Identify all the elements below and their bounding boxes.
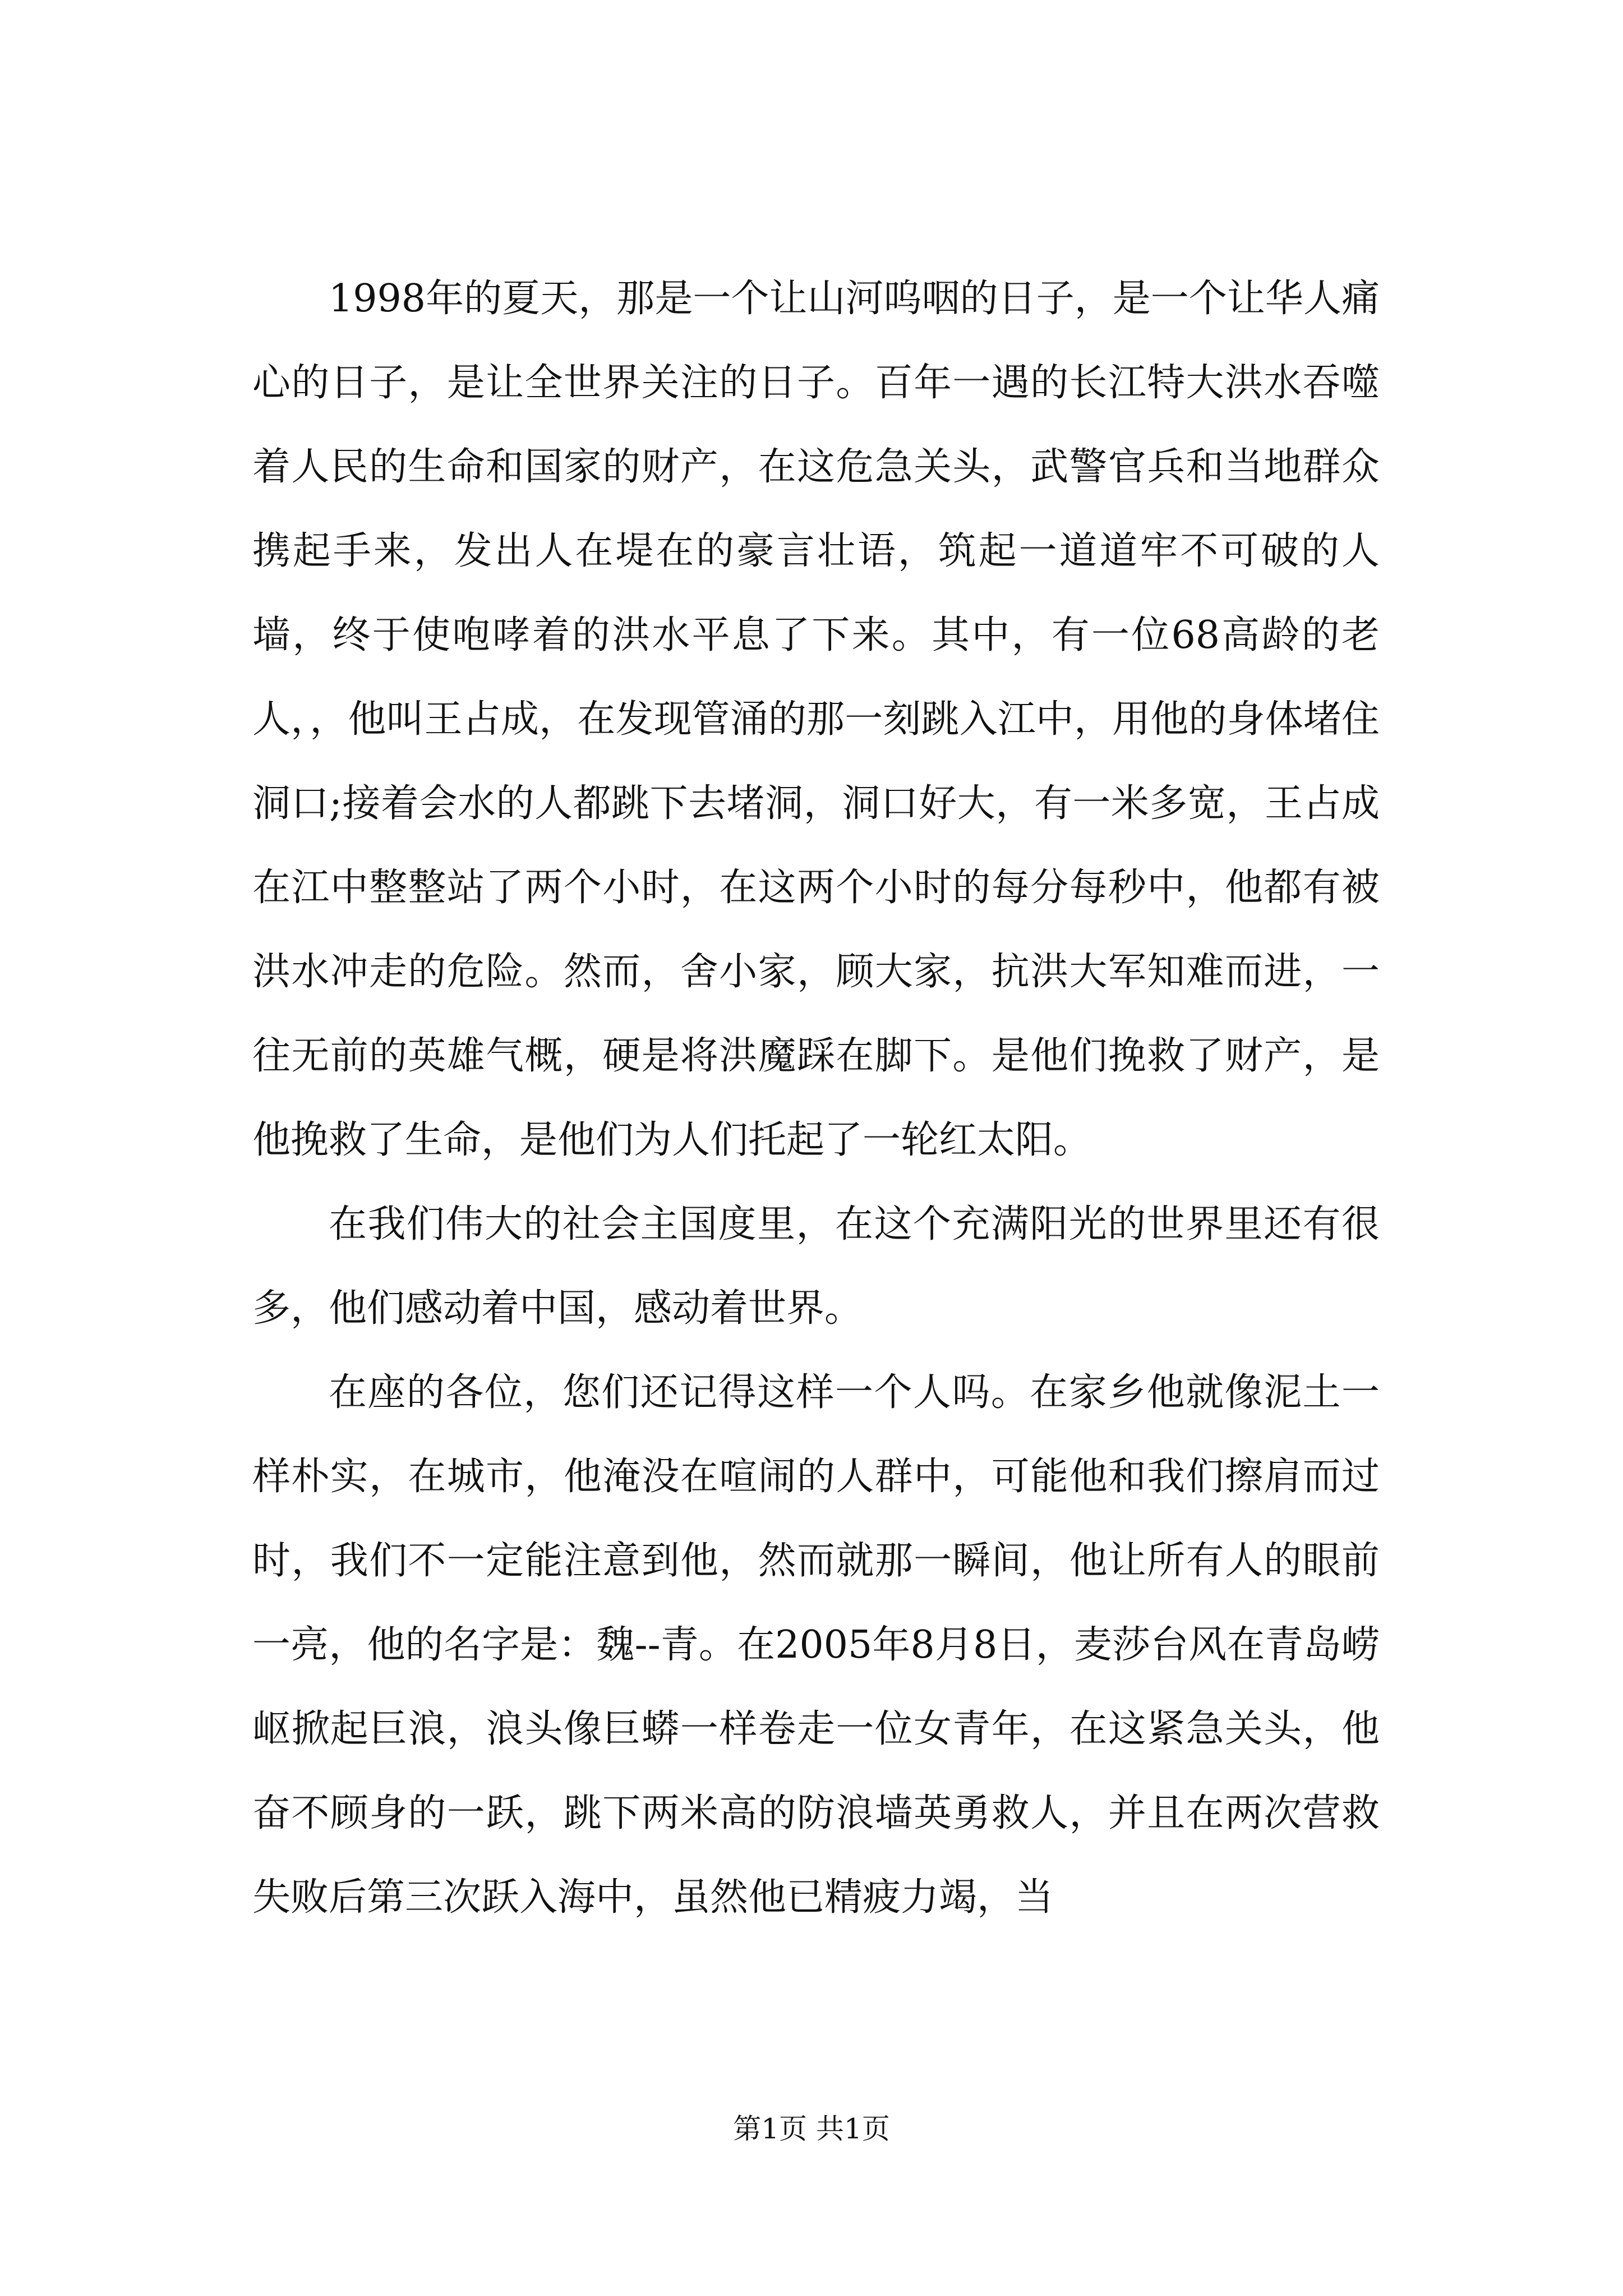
paragraph-moving-china: 在我们伟大的社会主国度里，在这个充满阳光的世界里还有很多，他们感动着中国，感动着世界。 bbox=[252, 1202, 1380, 1331]
document-body bbox=[252, 257, 1380, 1940]
page-footer: 第1页 共1页 bbox=[733, 2113, 890, 2145]
paragraph-1998-flood: 1998年的夏天，那是一个让山河呜咽的日子，是一个让华人痛心的日子，是让全世界关注的日子。百年一遇的长江特大洪水吞噬着人民的生命和国家的财产，在这危急关头，武警官兵和当地群众携起手来，发出人在堤在的豪言壮语，筑起一道道牢不可破的人墙，终于使咆哮着的洪水平息了下来。其中，有一位68高龄的老人，，他叫王占成，在发现管涌的那一刻跳入江中，用他的身体堵住洞口;接着会水的人都跳下去堵洞，洞口好大，有一米多宽，王占成在江中整整站了两个小时，在这两个小时的每分每秒中，他都有被洪水冲走的危险。然而，舍小家，顾大家，抗洪大军知难而进，一往无前的英雄气概，硬是将洪魔踩在脚下。是他们挽救了财产，是他挽救了生命，是他们为人们托起了一轮红太阳。 bbox=[252, 277, 1380, 1162]
paragraph-wei-qing: 在座的各位，您们还记得这样一个人吗。在家乡他就像泥土一样朴实，在城市，他淹没在喧闹的人群中，可能他和我们擦肩而过时，我们不一定能注意到他，然而就那一瞬间，他让所有人的眼前一亮，他的名字是：魏--青。在2005年8月8日，麦莎台风在青岛崂岖掀起巨浪，浪头像巨蟒一样卷走一位女青年，在这紧急关头，他奋不顾身的一跃，跳下两米高的防浪墙英勇救人，并且在两次营救失败后第三次跃入海中，虽然他已精疲力竭，当 bbox=[252, 1370, 1380, 1920]
